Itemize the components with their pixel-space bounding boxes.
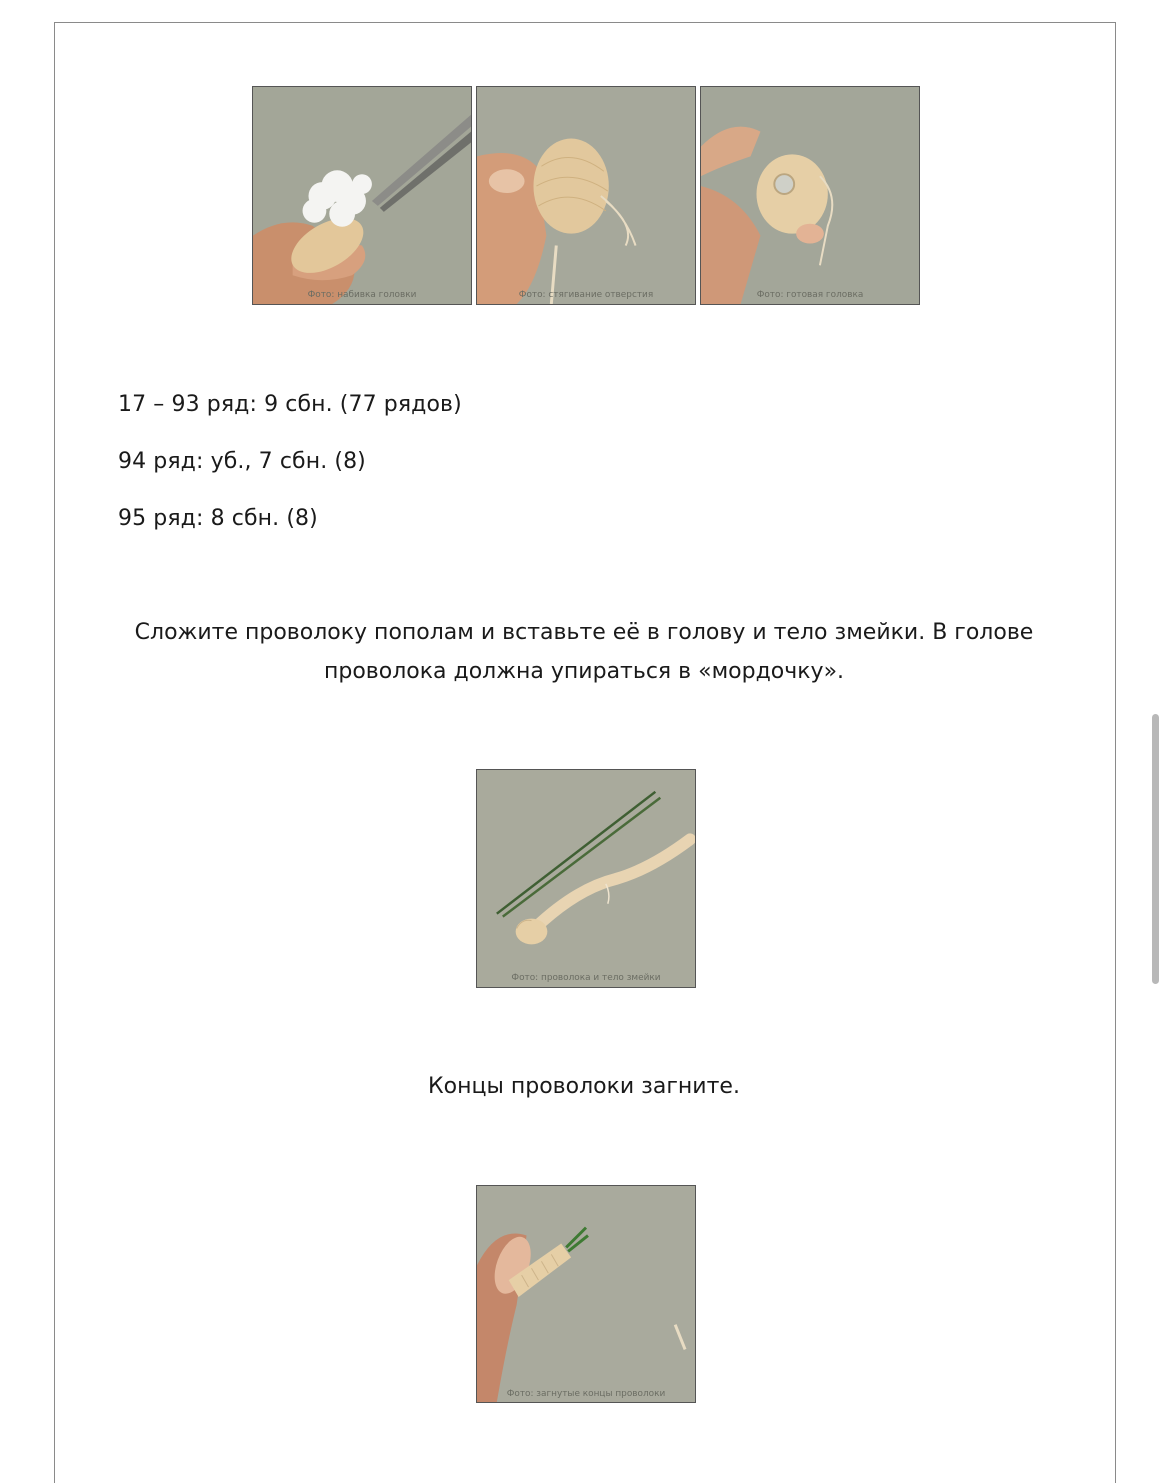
pattern-row-95: 95 ряд: 8 сбн. (8): [118, 506, 318, 531]
svg-text:Фото: набивка головки: Фото: набивка головки: [307, 290, 417, 301]
pattern-row-17-93: 17 – 93 ряд: 9 сбн. (77 рядов): [118, 392, 462, 417]
photo-stuffing: [252, 86, 472, 305]
svg-text:Фото: проволока и тело змейки: Фото: проволока и тело змейки: [511, 973, 661, 984]
wire-end-image: [477, 1186, 695, 1402]
closing-image: [477, 87, 695, 304]
photo-wire-end: [476, 1185, 696, 1403]
head-closed-image: [701, 87, 919, 304]
photo-wire: [476, 769, 696, 988]
instruction-wire-line1: Сложите проволоку пополам и вставьте её в голову и тело змейки. В голове: [134, 620, 1034, 645]
pattern-row-94: 94 ряд: уб., 7 сбн. (8): [118, 449, 366, 474]
vertical-scrollbar[interactable]: [1152, 714, 1159, 984]
wire-image: [477, 770, 695, 987]
stuffing-image: [253, 87, 471, 304]
instruction-wire-line2: проволока должна упираться в «мордочку».: [323, 659, 845, 684]
svg-text:Фото: стягивание отверстия: Фото: стягивание отверстия: [518, 290, 654, 301]
instruction-bend: Концы проволоки загните.: [428, 1074, 740, 1099]
photo-head-closed: [700, 86, 920, 305]
photo-closing: [476, 86, 696, 305]
svg-text:Фото: загнутые концы проволоки: Фото: загнутые концы проволоки: [506, 1389, 666, 1400]
svg-text:Фото: готовая головка: Фото: готовая головка: [756, 290, 864, 301]
